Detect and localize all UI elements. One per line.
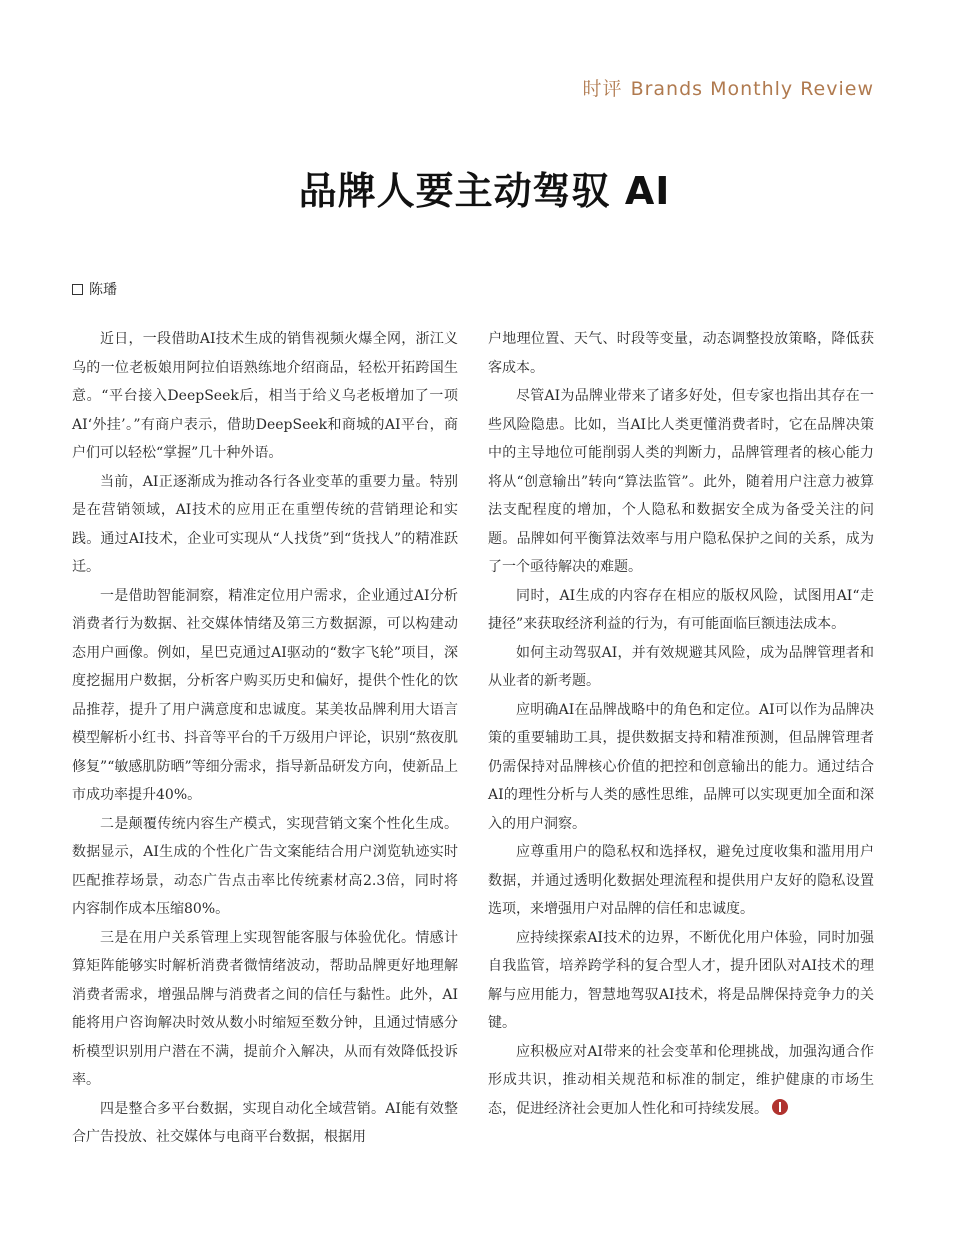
- paragraph: 近日，一段借助AI技术生成的销售视频火爆全网，浙江义乌的一位老板娘用阿拉伯语熟练地介绍商品，轻松开拓跨国生意。“平台接入DeepSeek后，相当于给义乌老板增加了一项AI‘外挂’。”有商户表示，借助DeepSeek和商城的AI平台，商户们可以轻松“掌握”几十种外语。: [72, 331, 458, 461]
- right-column: [488, 325, 874, 1123]
- author-name: 陈璠: [89, 282, 117, 298]
- square-outline-icon: [72, 284, 83, 295]
- final-paragraph: [488, 1038, 874, 1124]
- paragraph: 一是借助智能洞察，精准定位用户需求，企业通过AI分析消费者行为数据、社交媒体情绪及第三方数据源，可以构建动态用户画像。例如，星巴克通过AI驱动的“数字飞轮”项目，深度挖掘用户数据，分析客户购买历史和偏好，提供个性化的饮品推荐，提升了用户满意度和忠诚度。某美妆品牌利用大语言模型解析小红书、抖音等平台的千万级用户评论，识别“熬夜肌修复”“敏感肌防晒”等细分需求，指导新品研发方向，使新品上市成功率提升40%。: [72, 587, 458, 803]
- section-header: [583, 74, 874, 101]
- paragraph: 三是在用户关系管理上实现智能客服与体验优化。情感计算矩阵能够实时解析消费者微情绪波动，帮助品牌更好地理解消费者需求，增强品牌与消费者之间的信任与黏性。此外，AI能将用户咨询解决时效从数小时缩短至数分钟，且通过情感分析模型识别用户潜在不满，提前介入解决，从而有效降低投诉率。: [72, 929, 458, 1088]
- author-line: [72, 279, 117, 299]
- paragraph: 应尊重用户的隐私权和选择权，避免过度收集和滥用用户数据，并通过透明化数据处理流程和提供用户友好的隐私设置选项，来增强用户对品牌的信任和忠诚度。: [488, 844, 874, 917]
- paragraph: 尽管AI为品牌业带来了诸多好处，但专家也指出其存在一些风险隐患。比如，当AI比人类更懂消费者时，它在品牌决策中的主导地位可能削弱人类的判断力，品牌管理者的核心能力将从“创意输出”转向“算法监管”。此外，随着用户注意力被算法支配程度的增加，个人隐私和数据安全成为备受关注的问题。品牌如何平衡算法效率与用户隐私保护之间的关系，成为了一个亟待解决的难题。: [488, 388, 874, 575]
- paragraph: 应明确AI在品牌战略中的角色和定位。AI可以作为品牌决策的重要辅助工具，提供数据支持和精准预测，但品牌管理者仍需保持对品牌核心价值的把控和创意输出的能力。通过结合AI的理性分析与人类的感性思维，品牌可以实现更加全面和深入的用户洞察。: [488, 701, 874, 832]
- paragraph: 四是整合多平台数据，实现自动化全域营销。AI能有效整合广告投放、社交媒体与电商平台数据，根据用: [72, 1100, 458, 1145]
- paragraph: 同时，AI生成的内容存在相应的版权风险，试图用AI“走捷径”来获取经济利益的行为，有可能面临巨额违法成本。: [488, 587, 874, 632]
- magazine-subtitle: Brands Monthly Review: [630, 78, 874, 100]
- left-column: [72, 325, 458, 1152]
- final-paragraph-text: 应积极应对AI带来的社会变革和伦理挑战，加强沟通合作形成共识，推动相关规范和标准的制定，维护健康的市场生态，促进经济社会更加人性化和可持续发展。: [488, 1043, 874, 1117]
- section-name: 时评: [582, 78, 623, 100]
- paragraph-continuation: 户地理位置、天气、时段等变量，动态调整投放策略，降低获客成本。: [488, 331, 874, 376]
- end-of-article-icon: [772, 1099, 788, 1115]
- article-title: 品牌人要主动驾驭 AI: [298, 169, 671, 213]
- paragraph: 如何主动驾驭AI，并有效规避其风险，成为品牌管理者和从业者的新考题。: [488, 644, 874, 689]
- paragraph: 当前，AI正逐渐成为推动各行各业变革的重要力量。特别是在营销领域，AI技术的应用正在重塑传统的营销理论和实践。通过AI技术，企业可实现从“人找货”到“货找人”的精准跃迁。: [72, 473, 458, 575]
- paragraph: 应持续探索AI技术的边界，不断优化用户体验，同时加强自我监管，培养跨学科的复合型人才，提升团队对AI技术的理解与应用能力，智慧地驾驭AI技术，将是品牌保持竞争力的关键。: [488, 929, 874, 1031]
- paragraph: 二是颠覆传统内容生产模式，实现营销文案个性化生成。数据显示，AI生成的个性化广告文案能结合用户浏览轨迹实时匹配推荐场景，动态广告点击率比传统素材高2.3倍，同时将内容制作成本压缩80%。: [72, 815, 458, 917]
